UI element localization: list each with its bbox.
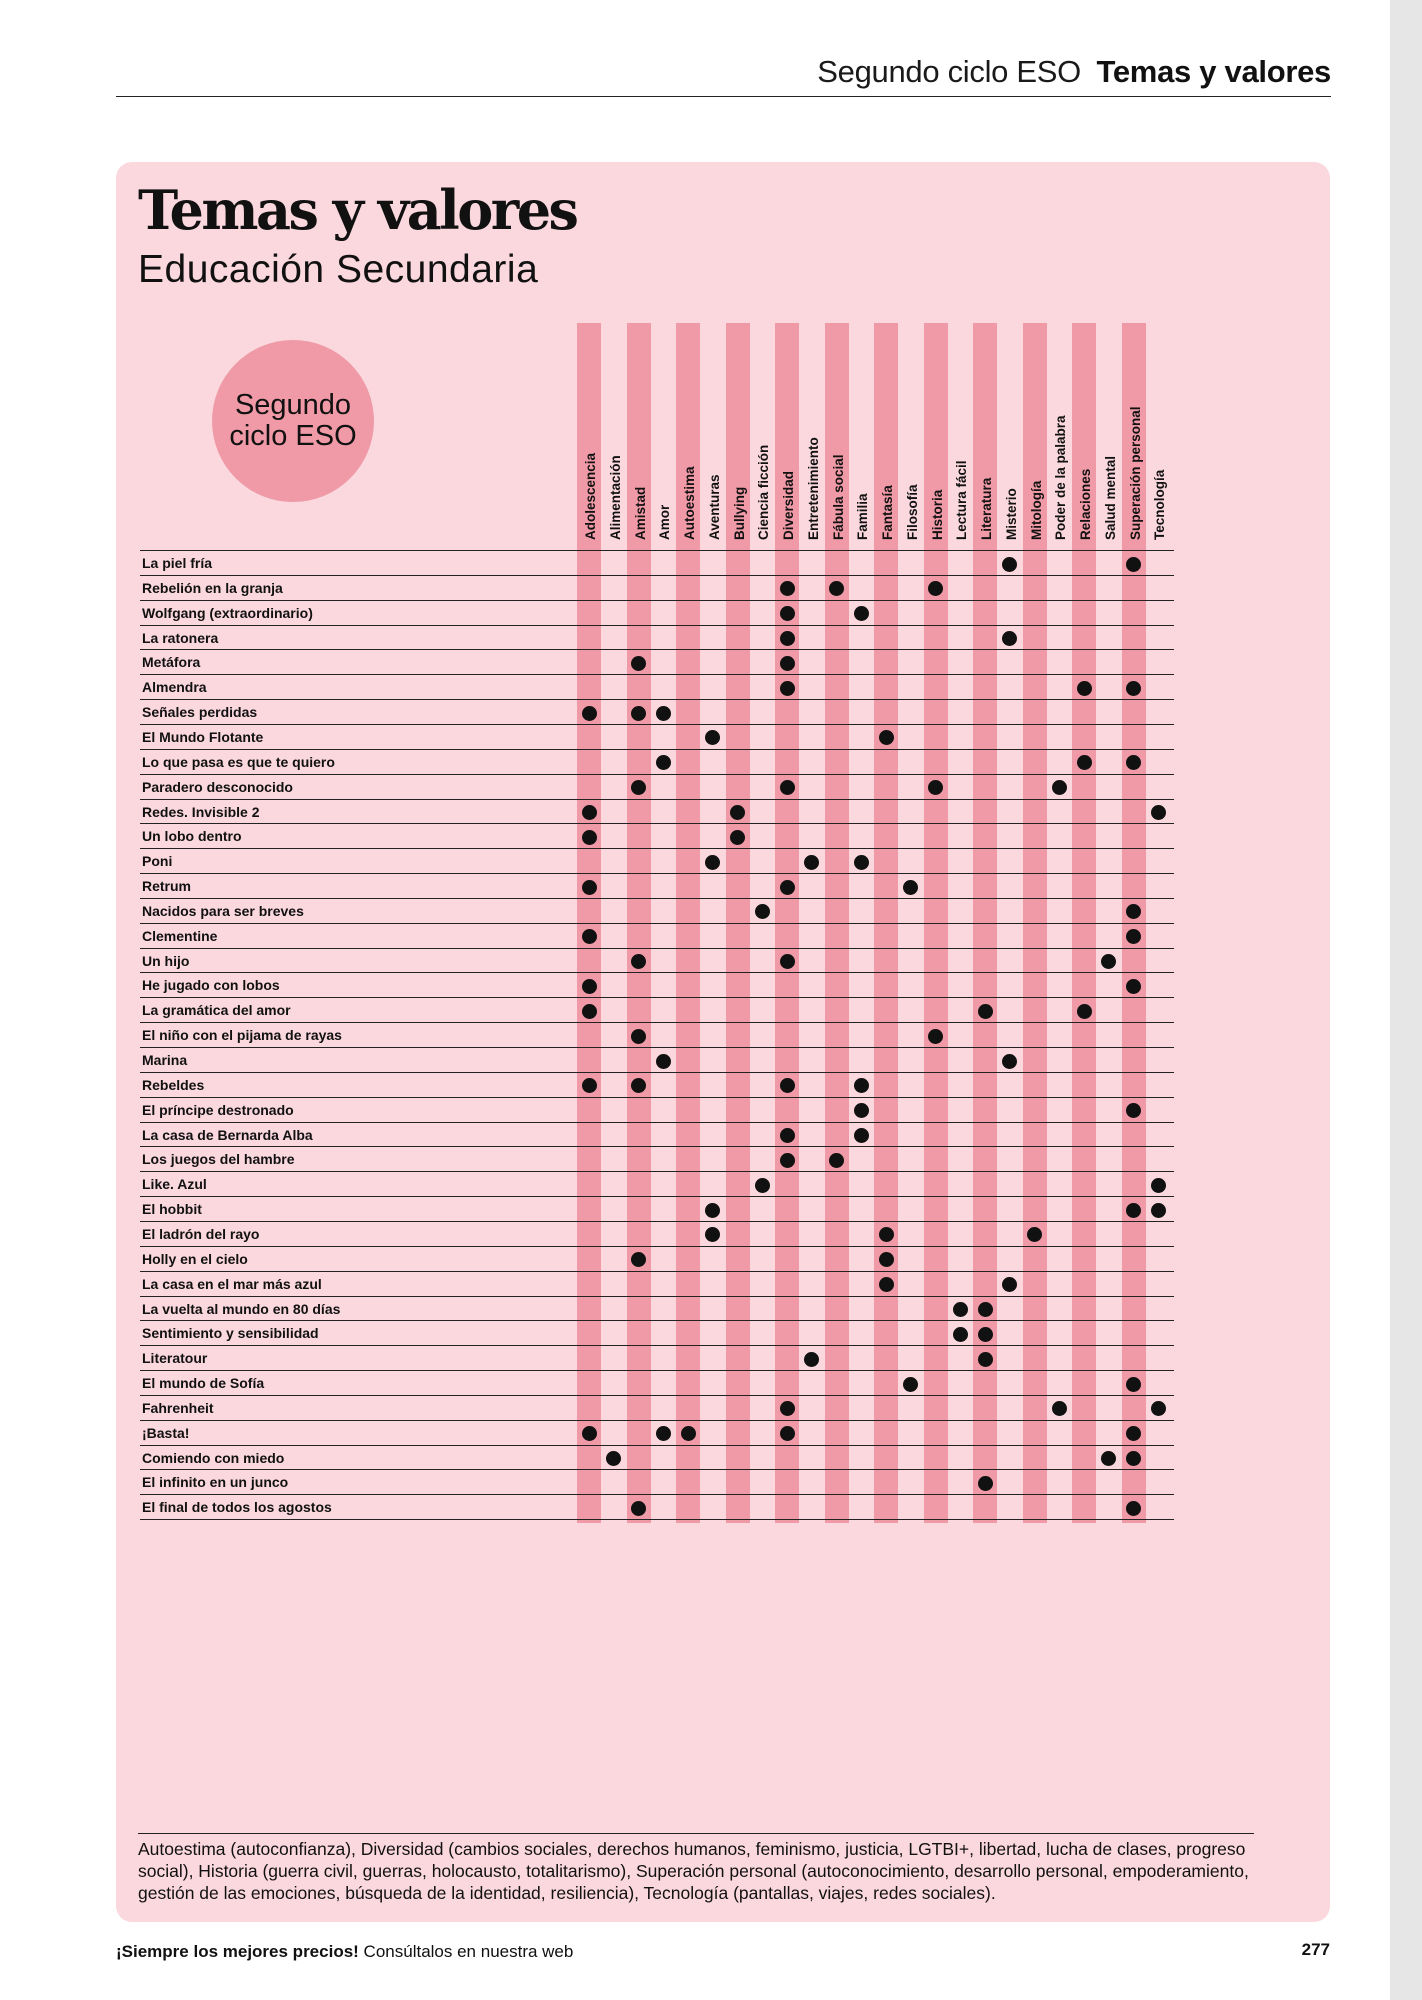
theme-mark-dot: [1151, 1203, 1166, 1218]
row-divider: [140, 575, 1174, 576]
theme-mark-dot: [780, 1128, 795, 1143]
theme-mark-dot: [879, 1277, 894, 1292]
row-divider: [140, 997, 1174, 998]
book-title: El ladrón del rayo: [142, 1225, 260, 1242]
row-divider: [140, 1246, 1174, 1247]
book-title: Holly en el cielo: [142, 1250, 248, 1267]
row-divider: [140, 724, 1174, 725]
theme-mark-dot: [780, 656, 795, 671]
theme-mark-dot: [903, 1377, 918, 1392]
theme-mark-dot: [804, 1352, 819, 1367]
theme-mark-dot: [953, 1302, 968, 1317]
theme-mark-dot: [1077, 755, 1092, 770]
theme-mark-dot: [780, 606, 795, 621]
book-title: Poni: [142, 853, 173, 870]
row-divider: [140, 1370, 1174, 1371]
book-title: Clementine: [142, 927, 218, 944]
book-title: Wolfgang (extraordinario): [142, 604, 313, 621]
row-divider: [140, 948, 1174, 949]
book-title: Like. Azul: [142, 1176, 207, 1193]
theme-mark-dot: [656, 755, 671, 770]
theme-mark-dot: [1126, 979, 1141, 994]
column-header-label: Misterio: [1003, 488, 1019, 540]
book-title: Almendra: [142, 679, 207, 696]
column-header-label: Entretenimiento: [805, 437, 821, 540]
book-title: El Mundo Flotante: [142, 728, 264, 745]
column-header-label: Autoestima: [682, 466, 697, 540]
column-header-label: Fantasía: [880, 485, 895, 540]
row-divider: [140, 1047, 1174, 1048]
row-divider: [140, 1494, 1174, 1495]
theme-mark-dot: [582, 1004, 597, 1019]
theme-mark-dot: [582, 706, 597, 721]
theme-mark-dot: [829, 1153, 844, 1168]
theme-mark-dot: [631, 1029, 646, 1044]
column-header-label: Superación personal: [1127, 406, 1143, 540]
theme-mark-dot: [978, 1327, 993, 1342]
theme-mark-dot: [631, 1501, 646, 1516]
header-crumb: Segundo ciclo ESO: [817, 54, 1081, 89]
theme-mark-dot: [854, 855, 869, 870]
theme-mark-dot: [730, 830, 745, 845]
page-number: 277: [1301, 1940, 1330, 1959]
column-header-label: Adolescencia: [583, 452, 598, 540]
book-title: Rebeldes: [142, 1076, 205, 1093]
book-title: El mundo de Sofía: [142, 1375, 265, 1392]
page-header: [116, 52, 1331, 97]
theme-mark-dot: [879, 730, 894, 745]
book-title: Comiendo con miedo: [142, 1449, 285, 1466]
theme-mark-dot: [1077, 1004, 1092, 1019]
theme-mark-dot: [780, 780, 795, 795]
theme-mark-dot: [780, 1401, 795, 1416]
column-header-label: Bullying: [731, 486, 747, 540]
row-divider: [140, 1072, 1174, 1073]
footnote: Autoestima (autoconfianza), Diversidad (cambios sociales, derechos humanos, feminismo, justicia, LGTBI+, libertad, lucha de clases, progreso social), Historia (guerra civil, guerras, holocausto, totalitarismo), Superación personal (autoconocimiento, desarrollo personal, empoderamiento, gestión de las emociones, búsqueda de la identidad, resiliencia), Tecnología (pantallas, viajes, redes sociales).: [138, 1839, 1249, 1903]
row-divider: [140, 873, 1174, 874]
theme-mark-dot: [1002, 557, 1017, 572]
column-header-label: Lectura fácil: [954, 460, 970, 540]
column-header-label: Aventuras: [706, 474, 722, 540]
row-divider: [140, 898, 1174, 899]
column-header-label: Diversidad: [781, 470, 796, 540]
row-divider: [140, 1122, 1174, 1123]
row-divider: [140, 625, 1174, 626]
row-divider: [140, 1171, 1174, 1172]
row-divider: [140, 1395, 1174, 1396]
book-title: La casa en el mar más azul: [142, 1275, 322, 1292]
book-title: Rebelión en la granja: [142, 579, 283, 596]
cycle-badge: [212, 340, 374, 502]
book-title: La ratonera: [142, 629, 219, 646]
row-divider: [140, 1445, 1174, 1446]
theme-mark-dot: [780, 1078, 795, 1093]
book-title: El hobbit: [142, 1201, 202, 1218]
theme-mark-dot: [978, 1352, 993, 1367]
theme-mark-dot: [656, 706, 671, 721]
book-title: La vuelta al mundo en 80 días: [142, 1300, 341, 1317]
row-divider: [140, 600, 1174, 601]
theme-mark-dot: [879, 1252, 894, 1267]
row-divider: [140, 1146, 1174, 1147]
row-divider: [140, 1469, 1174, 1470]
theme-mark-dot: [705, 855, 720, 870]
row-divider: [140, 1196, 1174, 1197]
theme-mark-dot: [681, 1426, 696, 1441]
theme-mark-dot: [582, 979, 597, 994]
row-divider: [140, 749, 1174, 750]
row-divider: [140, 1320, 1174, 1321]
book-title: Los juegos del hambre: [142, 1151, 295, 1168]
book-title: He jugado con lobos: [142, 977, 280, 994]
book-title: El final de todos los agostos: [142, 1499, 332, 1516]
book-title: El infinito en un junco: [142, 1474, 289, 1491]
theme-mark-dot: [780, 681, 795, 696]
footer-tagline: [116, 1942, 573, 1962]
row-divider: [140, 649, 1174, 650]
book-title: Un hijo: [142, 952, 190, 969]
theme-mark-dot: [780, 954, 795, 969]
theme-mark-dot: [780, 1426, 795, 1441]
column-header-label: Poder de la palabra: [1053, 415, 1069, 540]
column-header-label: Tecnología: [1152, 469, 1168, 540]
book-title: Lo que pasa es que te quiero: [142, 753, 335, 770]
theme-mark-dot: [582, 1078, 597, 1093]
theme-mark-dot: [1126, 681, 1141, 696]
theme-mark-dot: [1126, 1203, 1141, 1218]
row-divider: [140, 799, 1174, 800]
theme-mark-dot: [705, 1203, 720, 1218]
theme-mark-dot: [1151, 805, 1166, 820]
row-divider: [140, 674, 1174, 675]
theme-mark-dot: [780, 631, 795, 646]
book-title: Fahrenheit: [142, 1399, 214, 1416]
book-title: Literatour: [142, 1350, 208, 1367]
theme-mark-dot: [854, 606, 869, 621]
theme-mark-dot: [631, 954, 646, 969]
column-header-label: Historia: [929, 489, 945, 540]
column-header-label: Relaciones: [1078, 468, 1093, 540]
row-divider: [140, 1296, 1174, 1297]
card-title: Temas y valores: [138, 178, 577, 242]
row-divider: [140, 1097, 1174, 1098]
book-title: Paradero desconocido: [142, 778, 293, 795]
row-divider: [140, 923, 1174, 924]
theme-mark-dot: [780, 880, 795, 895]
row-divider: [140, 699, 1174, 700]
theme-mark-dot: [656, 1054, 671, 1069]
footnote-divider: [138, 1833, 1254, 1834]
theme-mark-dot: [780, 581, 795, 596]
book-title: Un lobo dentro: [142, 828, 242, 845]
theme-mark-dot: [631, 706, 646, 721]
row-divider: [140, 1221, 1174, 1222]
theme-mark-dot: [903, 880, 918, 895]
book-title: La casa de Bernarda Alba: [142, 1126, 313, 1143]
column-header-label: Fábula social: [830, 454, 846, 540]
row-divider: [140, 774, 1174, 775]
theme-mark-dot: [928, 1029, 943, 1044]
column-header-label: Amor: [657, 504, 673, 540]
theme-mark-dot: [854, 1128, 869, 1143]
theme-mark-dot: [582, 1426, 597, 1441]
theme-mark-dot: [953, 1327, 968, 1342]
row-divider: [140, 1519, 1174, 1520]
row-divider: [140, 1271, 1174, 1272]
theme-mark-dot: [978, 1004, 993, 1019]
book-title: Marina: [142, 1052, 188, 1068]
column-header-label: Alimentación: [607, 455, 623, 540]
theme-mark-dot: [755, 1178, 770, 1193]
row-divider: [140, 1420, 1174, 1421]
book-title: Nacidos para ser breves: [142, 902, 304, 919]
theme-mark-dot: [582, 805, 597, 820]
book-title: Retrum: [142, 878, 192, 895]
theme-mark-dot: [1126, 1377, 1141, 1392]
column-header-label: Ciencia ficción: [756, 444, 772, 540]
book-title: ¡Basta!: [142, 1424, 190, 1441]
theme-mark-dot: [1151, 1178, 1166, 1193]
card-subtitle: Educación Secundaria: [138, 248, 539, 291]
theme-mark-dot: [1002, 1054, 1017, 1069]
column-header-label: Filosofía: [904, 484, 920, 540]
theme-mark-dot: [780, 1153, 795, 1168]
scrollbar[interactable]: [1390, 0, 1422, 2000]
theme-mark-dot: [1052, 780, 1067, 795]
theme-mark-dot: [1077, 681, 1092, 696]
book-title: El príncipe destronado: [142, 1101, 294, 1118]
book-title: La gramática del amor: [142, 1002, 291, 1019]
theme-mark-dot: [978, 1302, 993, 1317]
book-title: Redes. Invisible 2: [142, 803, 260, 820]
tagline-rest: Consúltalos en nuestra web: [358, 1942, 574, 1961]
column-header-label: Literatura: [979, 477, 994, 540]
row-divider: [140, 823, 1174, 824]
column-header-label: Familia: [855, 493, 871, 540]
book-title: El niño con el pijama de rayas: [142, 1027, 342, 1044]
theme-mark-dot: [1126, 557, 1141, 572]
book-title: Sentimiento y sensibilidad: [142, 1325, 319, 1342]
row-divider: [140, 1345, 1174, 1346]
theme-mark-dot: [879, 1227, 894, 1242]
theme-mark-dot: [582, 830, 597, 845]
header-section: Temas y valores: [1096, 54, 1331, 89]
theme-mark-dot: [656, 1426, 671, 1441]
theme-mark-dot: [1126, 1451, 1141, 1466]
theme-mark-dot: [978, 1476, 993, 1491]
column-header-label: Salud mental: [1102, 455, 1118, 540]
tagline-bold: ¡Siempre los mejores precios!: [116, 1942, 359, 1961]
book-title: Metáfora: [142, 654, 201, 671]
row-divider: [140, 848, 1174, 849]
theme-mark-dot: [804, 855, 819, 870]
theme-mark-dot: [854, 1103, 869, 1118]
badge-label: Segundo ciclo ESO: [229, 389, 357, 452]
book-title: La piel fría: [142, 555, 213, 571]
row-divider: [140, 1022, 1174, 1023]
column-header-label: Mitología: [1028, 480, 1044, 540]
row-divider: [140, 972, 1174, 973]
theme-mark-dot: [1126, 1501, 1141, 1516]
theme-mark-dot: [730, 805, 745, 820]
book-title: Señales perdidas: [142, 704, 258, 721]
row-divider: [140, 550, 1174, 551]
theme-mark-dot: [631, 656, 646, 671]
theme-mark-dot: [582, 929, 597, 944]
theme-mark-dot: [582, 880, 597, 895]
column-header-label: Amistad: [632, 486, 648, 540]
